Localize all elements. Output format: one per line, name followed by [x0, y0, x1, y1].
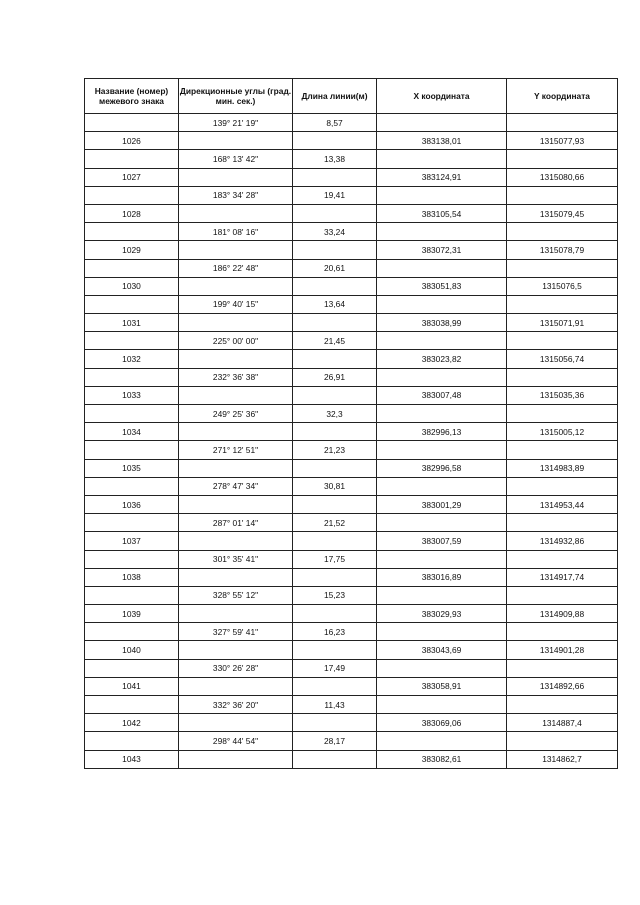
point-row — [85, 532, 618, 550]
point-name-cell: 1027 — [85, 168, 179, 186]
point-row — [85, 495, 618, 513]
line-row — [85, 659, 618, 677]
line-row — [85, 405, 618, 423]
header-angle: Дирекционные углы (град. мин. сек.) — [179, 79, 293, 114]
empty-cell — [293, 495, 377, 513]
empty-cell — [507, 477, 618, 495]
empty-cell — [507, 550, 618, 568]
point-name-cell: 1037 — [85, 532, 179, 550]
length-cell: 32,3 — [293, 405, 377, 423]
point-name-cell: 1038 — [85, 568, 179, 586]
empty-cell — [507, 186, 618, 204]
header-name: Название (номер) межевого знака — [85, 79, 179, 114]
empty-cell — [507, 441, 618, 459]
length-cell: 30,81 — [293, 477, 377, 495]
header-row — [85, 79, 618, 114]
point-row — [85, 314, 618, 332]
x-coordinate-cell: 383043,69 — [377, 641, 507, 659]
y-coordinate-cell: 1314953,44 — [507, 495, 618, 513]
angle-cell: 298° 44' 54" — [179, 732, 293, 750]
y-coordinate-cell: 1314892,66 — [507, 677, 618, 695]
empty-cell — [377, 550, 507, 568]
length-cell: 21,52 — [293, 514, 377, 532]
empty-cell — [377, 150, 507, 168]
point-row — [85, 132, 618, 150]
header-x: X координата — [377, 79, 507, 114]
empty-cell — [377, 295, 507, 313]
angle-cell: 249° 25' 36" — [179, 405, 293, 423]
empty-cell — [179, 459, 293, 477]
point-row — [85, 168, 618, 186]
empty-cell — [85, 368, 179, 386]
empty-cell — [507, 405, 618, 423]
line-row — [85, 586, 618, 604]
length-cell: 21,45 — [293, 332, 377, 350]
point-row — [85, 750, 618, 768]
coordinates-table — [84, 78, 618, 769]
empty-cell — [179, 204, 293, 222]
empty-cell — [179, 641, 293, 659]
empty-cell — [507, 696, 618, 714]
header-length: Длина линии(м) — [293, 79, 377, 114]
empty-cell — [377, 586, 507, 604]
angle-cell: 183° 34' 28" — [179, 186, 293, 204]
empty-cell — [293, 459, 377, 477]
empty-cell — [85, 441, 179, 459]
empty-cell — [293, 605, 377, 623]
line-row — [85, 114, 618, 132]
x-coordinate-cell: 383105,54 — [377, 204, 507, 222]
length-cell: 19,41 — [293, 186, 377, 204]
point-name-cell: 1028 — [85, 204, 179, 222]
angle-cell: 232° 36' 38" — [179, 368, 293, 386]
point-name-cell: 1035 — [85, 459, 179, 477]
empty-cell — [179, 132, 293, 150]
empty-cell — [179, 677, 293, 695]
angle-cell: 225° 00' 00" — [179, 332, 293, 350]
length-cell: 13,64 — [293, 295, 377, 313]
empty-cell — [179, 532, 293, 550]
y-coordinate-cell: 1315080,66 — [507, 168, 618, 186]
length-cell: 26,91 — [293, 368, 377, 386]
empty-cell — [179, 750, 293, 768]
table-body — [85, 114, 618, 769]
length-cell: 17,49 — [293, 659, 377, 677]
empty-cell — [377, 659, 507, 677]
empty-cell — [507, 514, 618, 532]
point-row — [85, 605, 618, 623]
y-coordinate-cell: 1314862,7 — [507, 750, 618, 768]
y-coordinate-cell: 1315078,79 — [507, 241, 618, 259]
empty-cell — [85, 186, 179, 204]
y-coordinate-cell: 1315056,74 — [507, 350, 618, 368]
point-name-cell: 1040 — [85, 641, 179, 659]
line-row — [85, 332, 618, 350]
y-coordinate-cell: 1314983,89 — [507, 459, 618, 477]
y-coordinate-cell: 1314932,86 — [507, 532, 618, 550]
empty-cell — [507, 368, 618, 386]
line-row — [85, 477, 618, 495]
length-cell: 16,23 — [293, 623, 377, 641]
x-coordinate-cell: 383007,59 — [377, 532, 507, 550]
x-coordinate-cell: 383051,83 — [377, 277, 507, 295]
angle-cell: 271° 12' 51" — [179, 441, 293, 459]
point-row — [85, 241, 618, 259]
empty-cell — [377, 223, 507, 241]
angle-cell: 199° 40' 15" — [179, 295, 293, 313]
length-cell: 13,38 — [293, 150, 377, 168]
y-coordinate-cell: 1315079,45 — [507, 204, 618, 222]
length-cell: 28,17 — [293, 732, 377, 750]
empty-cell — [293, 350, 377, 368]
x-coordinate-cell: 383038,99 — [377, 314, 507, 332]
x-coordinate-cell: 383138,01 — [377, 132, 507, 150]
point-row — [85, 277, 618, 295]
empty-cell — [85, 295, 179, 313]
line-row — [85, 623, 618, 641]
empty-cell — [507, 295, 618, 313]
empty-cell — [293, 314, 377, 332]
empty-cell — [377, 368, 507, 386]
angle-cell: 181° 08' 16" — [179, 223, 293, 241]
y-coordinate-cell: 1314887,4 — [507, 714, 618, 732]
x-coordinate-cell: 383072,31 — [377, 241, 507, 259]
empty-cell — [377, 259, 507, 277]
point-name-cell: 1042 — [85, 714, 179, 732]
empty-cell — [179, 714, 293, 732]
empty-cell — [179, 423, 293, 441]
empty-cell — [85, 623, 179, 641]
angle-cell: 328° 55' 12" — [179, 586, 293, 604]
length-cell: 15,23 — [293, 586, 377, 604]
line-row — [85, 514, 618, 532]
angle-cell: 301° 35' 41" — [179, 550, 293, 568]
empty-cell — [377, 623, 507, 641]
y-coordinate-cell: 1315071,91 — [507, 314, 618, 332]
line-row — [85, 368, 618, 386]
x-coordinate-cell: 383023,82 — [377, 350, 507, 368]
line-row — [85, 150, 618, 168]
x-coordinate-cell: 383124,91 — [377, 168, 507, 186]
x-coordinate-cell: 383069,06 — [377, 714, 507, 732]
empty-cell — [179, 277, 293, 295]
length-cell: 8,57 — [293, 114, 377, 132]
point-name-cell: 1029 — [85, 241, 179, 259]
point-row — [85, 677, 618, 695]
empty-cell — [85, 659, 179, 677]
empty-cell — [179, 386, 293, 404]
empty-cell — [377, 332, 507, 350]
empty-cell — [377, 732, 507, 750]
point-name-cell: 1036 — [85, 495, 179, 513]
empty-cell — [293, 168, 377, 186]
empty-cell — [293, 714, 377, 732]
empty-cell — [507, 659, 618, 677]
length-cell: 21,23 — [293, 441, 377, 459]
empty-cell — [85, 550, 179, 568]
empty-cell — [85, 586, 179, 604]
y-coordinate-cell: 1315076,5 — [507, 277, 618, 295]
empty-cell — [179, 168, 293, 186]
length-cell: 17,75 — [293, 550, 377, 568]
point-row — [85, 459, 618, 477]
angle-cell: 168° 13' 42" — [179, 150, 293, 168]
line-row — [85, 441, 618, 459]
point-name-cell: 1039 — [85, 605, 179, 623]
point-name-cell: 1043 — [85, 750, 179, 768]
empty-cell — [179, 314, 293, 332]
empty-cell — [85, 259, 179, 277]
point-row — [85, 204, 618, 222]
x-coordinate-cell: 383029,93 — [377, 605, 507, 623]
empty-cell — [507, 223, 618, 241]
empty-cell — [507, 586, 618, 604]
y-coordinate-cell: 1315077,93 — [507, 132, 618, 150]
x-coordinate-cell: 382996,13 — [377, 423, 507, 441]
empty-cell — [85, 732, 179, 750]
header-y: Y координата — [507, 79, 618, 114]
angle-cell: 186° 22' 48" — [179, 259, 293, 277]
empty-cell — [377, 514, 507, 532]
length-cell: 20,61 — [293, 259, 377, 277]
empty-cell — [293, 241, 377, 259]
line-row — [85, 732, 618, 750]
empty-cell — [179, 350, 293, 368]
empty-cell — [507, 150, 618, 168]
point-name-cell: 1034 — [85, 423, 179, 441]
angle-cell: 139° 21' 19" — [179, 114, 293, 132]
point-name-cell: 1031 — [85, 314, 179, 332]
y-coordinate-cell: 1314909,88 — [507, 605, 618, 623]
empty-cell — [179, 241, 293, 259]
point-row — [85, 423, 618, 441]
point-name-cell: 1032 — [85, 350, 179, 368]
empty-cell — [377, 114, 507, 132]
point-row — [85, 641, 618, 659]
y-coordinate-cell: 1315035,36 — [507, 386, 618, 404]
empty-cell — [293, 386, 377, 404]
angle-cell: 287° 01' 14" — [179, 514, 293, 532]
empty-cell — [179, 568, 293, 586]
empty-cell — [293, 204, 377, 222]
point-name-cell: 1030 — [85, 277, 179, 295]
x-coordinate-cell: 383082,61 — [377, 750, 507, 768]
empty-cell — [179, 605, 293, 623]
empty-cell — [85, 405, 179, 423]
empty-cell — [293, 750, 377, 768]
x-coordinate-cell: 383016,89 — [377, 568, 507, 586]
empty-cell — [85, 696, 179, 714]
x-coordinate-cell: 383001,29 — [377, 495, 507, 513]
empty-cell — [377, 186, 507, 204]
empty-cell — [507, 623, 618, 641]
empty-cell — [293, 677, 377, 695]
empty-cell — [85, 332, 179, 350]
point-name-cell: 1041 — [85, 677, 179, 695]
empty-cell — [293, 423, 377, 441]
angle-cell: 327° 59' 41" — [179, 623, 293, 641]
angle-cell: 332° 36' 20" — [179, 696, 293, 714]
point-name-cell: 1033 — [85, 386, 179, 404]
line-row — [85, 186, 618, 204]
line-row — [85, 223, 618, 241]
line-row — [85, 550, 618, 568]
length-cell: 11,43 — [293, 696, 377, 714]
empty-cell — [293, 641, 377, 659]
empty-cell — [85, 150, 179, 168]
point-name-cell: 1026 — [85, 132, 179, 150]
empty-cell — [507, 114, 618, 132]
empty-cell — [507, 332, 618, 350]
x-coordinate-cell: 382996,58 — [377, 459, 507, 477]
line-row — [85, 259, 618, 277]
angle-cell: 330° 26' 28" — [179, 659, 293, 677]
x-coordinate-cell: 383007,48 — [377, 386, 507, 404]
empty-cell — [85, 223, 179, 241]
empty-cell — [293, 277, 377, 295]
empty-cell — [377, 696, 507, 714]
point-row — [85, 568, 618, 586]
empty-cell — [507, 732, 618, 750]
point-row — [85, 386, 618, 404]
empty-cell — [293, 532, 377, 550]
empty-cell — [85, 514, 179, 532]
y-coordinate-cell: 1314917,74 — [507, 568, 618, 586]
y-coordinate-cell: 1314901,28 — [507, 641, 618, 659]
length-cell: 33,24 — [293, 223, 377, 241]
empty-cell — [85, 114, 179, 132]
empty-cell — [85, 477, 179, 495]
x-coordinate-cell: 383058,91 — [377, 677, 507, 695]
line-row — [85, 696, 618, 714]
angle-cell: 278° 47' 34" — [179, 477, 293, 495]
point-row — [85, 350, 618, 368]
empty-cell — [293, 132, 377, 150]
empty-cell — [293, 568, 377, 586]
empty-cell — [377, 405, 507, 423]
empty-cell — [179, 495, 293, 513]
empty-cell — [377, 441, 507, 459]
empty-cell — [507, 259, 618, 277]
point-row — [85, 714, 618, 732]
empty-cell — [377, 477, 507, 495]
y-coordinate-cell: 1315005,12 — [507, 423, 618, 441]
line-row — [85, 295, 618, 313]
